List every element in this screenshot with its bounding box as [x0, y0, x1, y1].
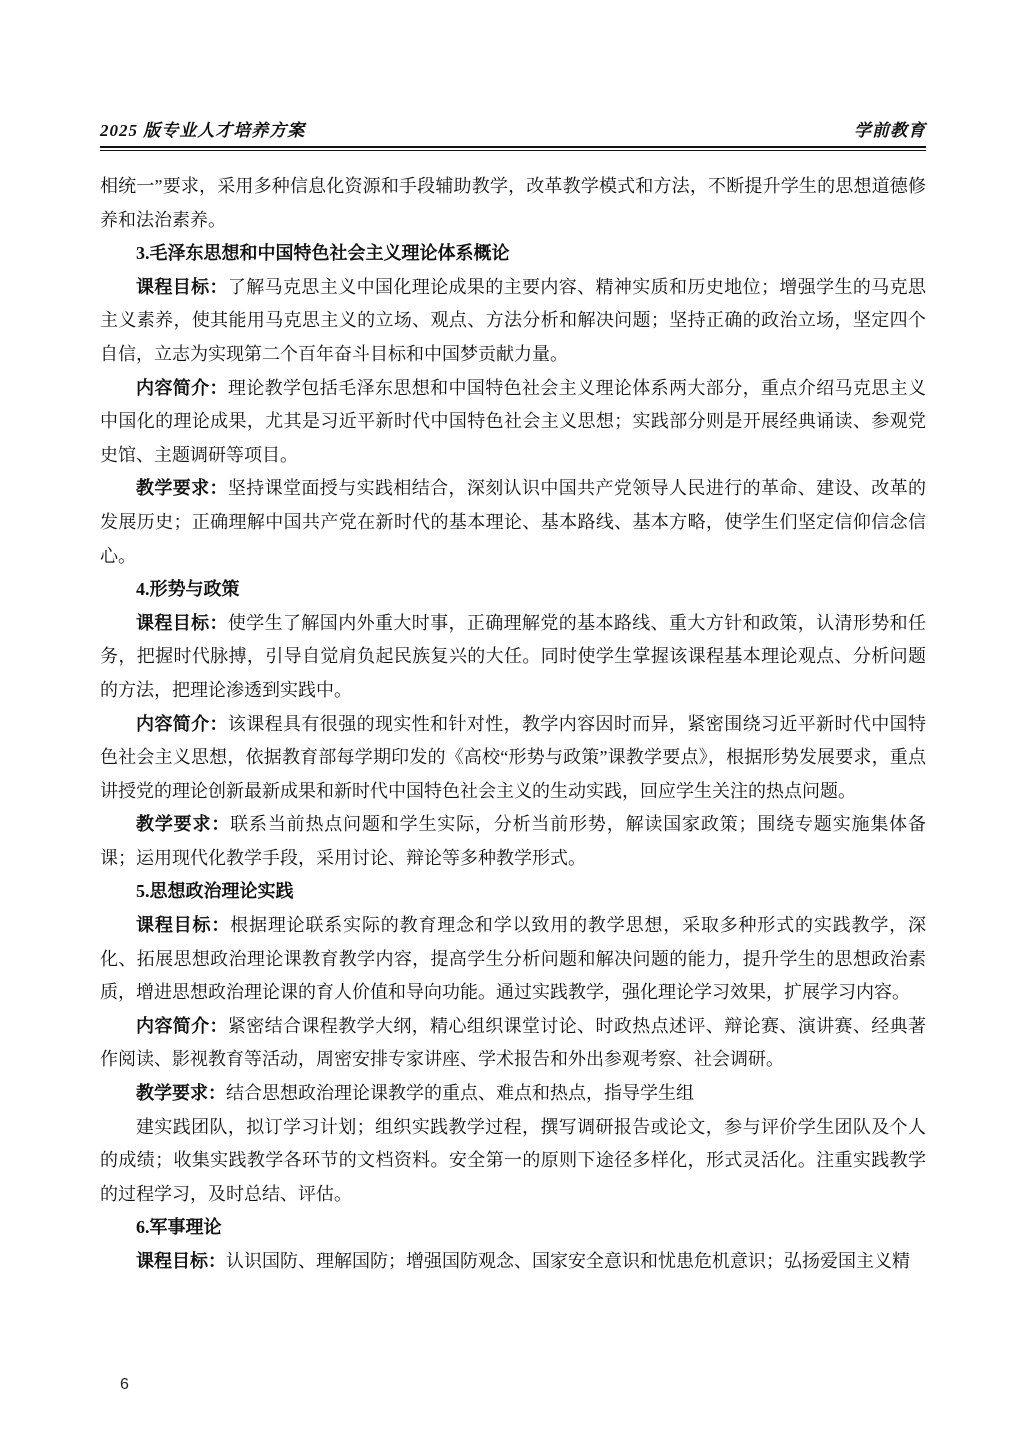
- paragraph-text: 紧密结合课程教学大纲，精心组织课堂讨论、时政热点述评、辩论赛、演讲赛、经典著作阅读、影视教育等活动，周密安排专家讲座、学术报告和外出参观考察、社会调研。: [100, 1015, 926, 1070]
- header-title-right: 学前教育: [854, 121, 926, 140]
- paragraph: [100, 708, 926, 809]
- paragraph-label: 课程目标：: [136, 915, 231, 936]
- paragraph-text: 根据理论联系实际的教育理念和学以致用的教学思想，采取多种形式的实践教学，深化、拓展思想政治理论课教育教学内容，提高学生分析问题和解决问题的能力，提升学生的思想政治素质，增进思想政治理论课的育人价值和导向功能。通过实践教学，强化理论学习效果，扩展学习内容。: [100, 915, 927, 1003]
- paragraph: [100, 1111, 926, 1212]
- paragraph-label: 课程目标：: [136, 1251, 226, 1271]
- paragraph: [100, 808, 926, 875]
- paragraph-text: 使学生了解国内外重大时事，正确理解党的基本路线、重大方针和政策，认清形势和任务，把握时代脉搏，引导自觉肩负起民族复兴的大任。同时使学生掌握该课程基本理论观点、分析问题的方法，把理论渗透到实践中。: [100, 612, 926, 700]
- paragraph: [100, 372, 926, 473]
- paragraph-text: 结合思想政治理论课教学的重点、难点和热点，指导学生组: [226, 1083, 694, 1104]
- section-heading: 4.形势与政策: [136, 579, 240, 600]
- paragraph-label: 内容简介：: [136, 1015, 228, 1036]
- paragraph-text: 理论教学包括毛泽东思想和中国特色社会主义理论体系两大部分，重点介绍马克思主义中国化的理论成果，尤其是习近平新时代中国特色社会主义思想；实践部分则是开展经典诵读、参观党史馆、主题调研等项目。: [100, 377, 926, 465]
- section-heading: 6.军事理论: [136, 1217, 222, 1238]
- paragraph: [100, 909, 926, 1010]
- paragraph-label: 教学要求：: [136, 1083, 226, 1104]
- paragraph-text: 该课程具有很强的现实性和针对性，教学内容因时而异，紧密围绕习近平新时代中国特色社会主义思想，依据教育部每学期印发的《高校“形势与政策”课教学要点》，根据形势发展要求，重点讲授党的理论创新最新成果和新时代中国特色社会主义的生动实践，回应学生关注的热点问题。: [100, 713, 926, 801]
- paragraph-text: 认识国防、理解国防；增强国防观念、国家安全意识和忧患危机意识；弘扬爱国主义精: [226, 1251, 910, 1271]
- paragraph: [100, 1010, 926, 1077]
- header-title-left: 2025 版专业人才培养方案: [100, 121, 306, 140]
- paragraph-text: 相统一”要求，采用多种信息化资源和手段辅助教学，改革教学模式和方法，不断提升学生的思想道德修养和法治素养。: [100, 176, 926, 230]
- section-heading: 3.毛泽东思想和中国特色社会主义理论体系概论: [136, 243, 510, 264]
- section-heading: 5.思想政治理论实践: [136, 881, 294, 902]
- paragraph-label: 内容简介：: [136, 713, 228, 734]
- paragraph: [100, 1077, 926, 1111]
- paragraph-text: 了解马克思主义中国化理论成果的主要内容、精神实质和历史地位；增强学生的马克思主义素养，使其能用马克思主义的立场、观点、方法分析和解决问题；坚持正确的政治立场，坚定四个自信，立志为实现第二个百年奋斗目标和中国梦贡献力量。: [100, 276, 926, 364]
- paragraph: [100, 271, 926, 372]
- page-number: 6: [120, 1376, 129, 1393]
- paragraph: [100, 170, 926, 237]
- page-header: [100, 116, 926, 151]
- paragraph-label: 教学要求：: [136, 814, 231, 835]
- paragraph: [100, 1245, 926, 1279]
- paragraph-text: 建实践团队，拟订学习计划；组织实践教学过程，撰写调研报告或论文，参与评价学生团队及个人的成绩；收集实践教学各环节的文档资料。安全第一的原则下途径多样化，形式灵活化。注重实践教学的过程学习，及时总结、评估。: [100, 1116, 926, 1204]
- paragraph-text: 坚持课堂面授与实践相结合，深刻认识中国共产党领导人民进行的革命、建设、改革的发展历史；正确理解中国共产党在新时代的基本理论、基本路线、基本方略，使学生们坚定信仰信念信心。: [100, 478, 926, 566]
- paragraph: [100, 472, 926, 573]
- paragraph-text: 联系当前热点问题和学生实际，分析当前形势，解读国家政策；围绕专题实施集体备课；运用现代化教学手段，采用讨论、辩论等多种教学形式。: [100, 814, 927, 868]
- header-double-rule: [100, 146, 926, 151]
- paragraph-label: 课程目标：: [136, 276, 228, 297]
- document-body: [100, 170, 926, 1279]
- paragraph-label: 课程目标：: [136, 612, 228, 633]
- paragraph-label: 内容简介：: [136, 377, 228, 398]
- paragraph: [100, 607, 926, 708]
- paragraph-label: 教学要求：: [136, 478, 228, 499]
